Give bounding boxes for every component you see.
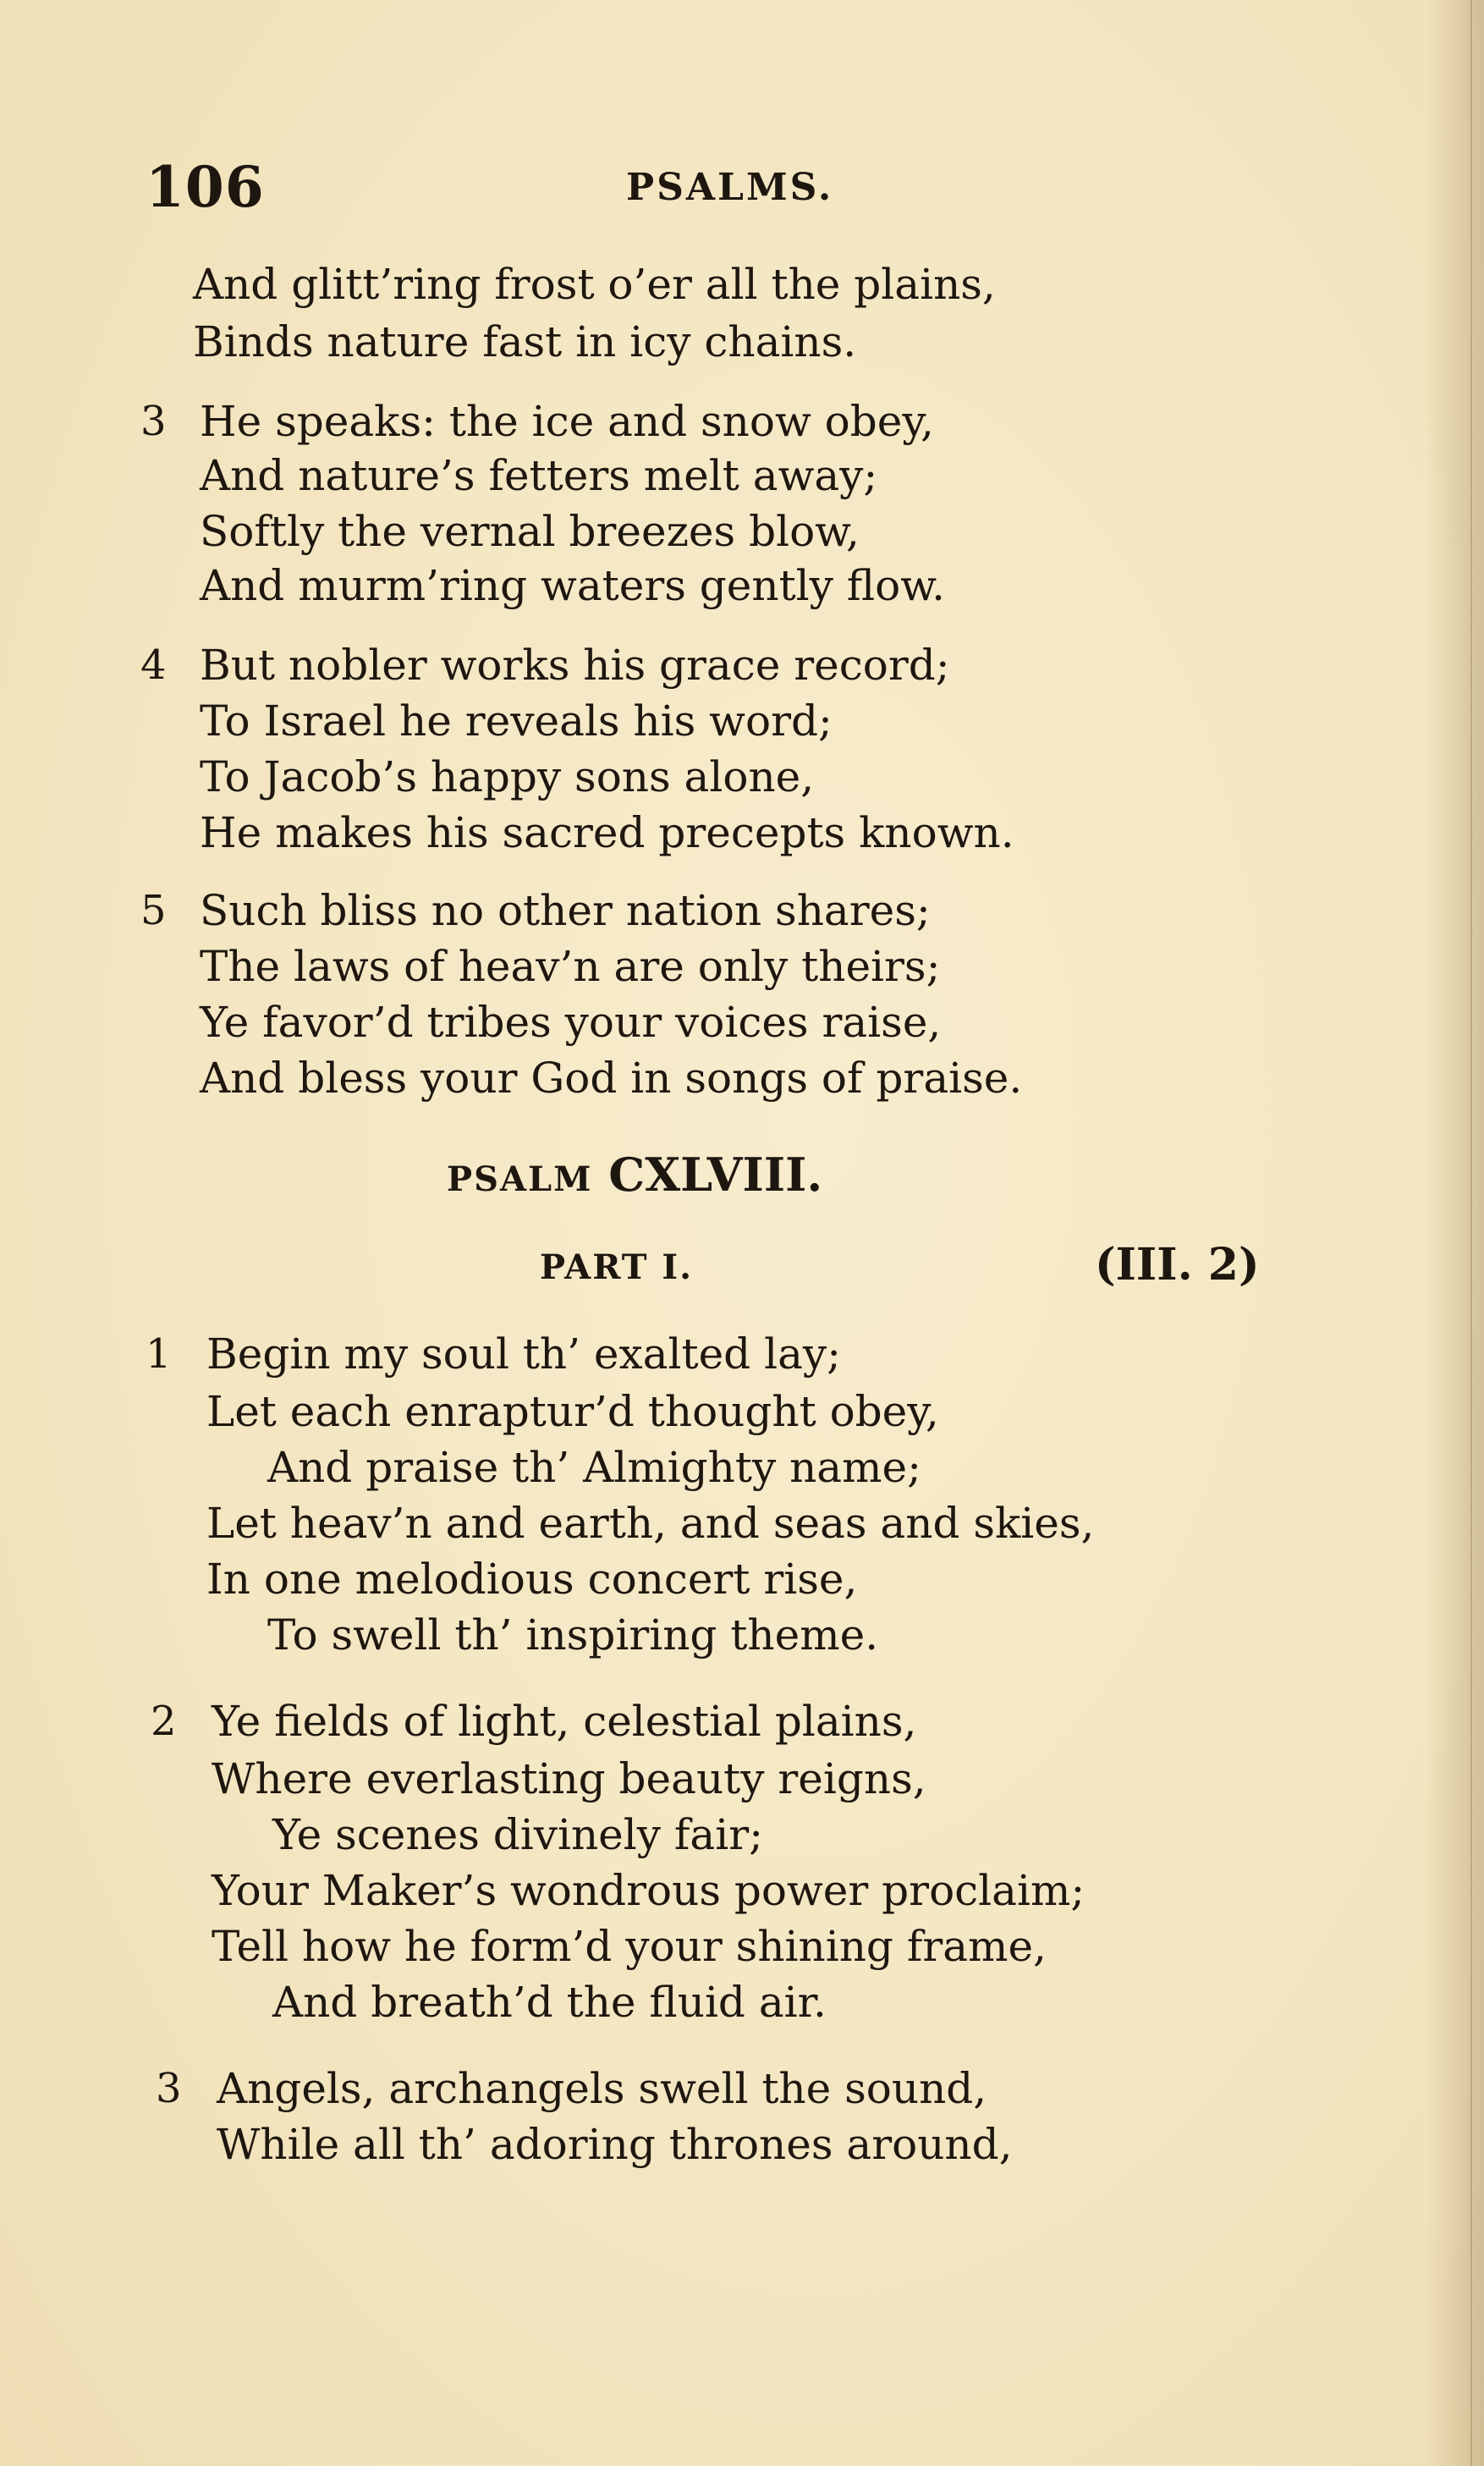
page-edge-shadow [1425, 0, 1484, 2466]
stanza-number: 1 [146, 1330, 172, 1378]
verse-line: And murm’ring waters gently flow. [200, 561, 946, 610]
stanza-number: 4 [140, 641, 167, 689]
stanza-number: 2 [151, 1698, 177, 1745]
verse-line: Such bliss no other nation shares; [200, 886, 931, 935]
psalm-heading [447, 1148, 822, 1202]
verse-line: Where everlasting beauty reigns, [212, 1754, 926, 1803]
verse-line: Let heav’n and earth, and seas and skies, [206, 1499, 1095, 1548]
verse-line: Tell how he form’d your shining frame, [212, 1922, 1047, 1971]
verse-line: Your Maker’s wondrous power proclaim; [212, 1866, 1086, 1915]
verse-line: Ye scenes divinely fair; [272, 1810, 763, 1859]
page-edge-line [1470, 0, 1472, 2466]
verse-line: Binds nature fast in icy chains. [193, 317, 857, 366]
stanza-number: 3 [156, 2065, 182, 2112]
verse-line: And breath’d the fluid air. [272, 1978, 827, 2027]
verse-line: And nature’s fetters melt away; [200, 451, 878, 500]
psalm-numeral: CXLVIII. [608, 1148, 823, 1202]
verse-line: He speaks: the ice and snow obey, [200, 397, 934, 446]
verse-line: In one melodious concert rise, [206, 1555, 858, 1604]
verse-line: Angels, archangels swell the sound, [217, 2064, 987, 2113]
verse-line: To swell th’ inspiring theme. [267, 1610, 879, 1660]
part-label: PART I. [540, 1247, 694, 1287]
psalm-label: PSALM [447, 1159, 593, 1199]
verse-line: To Jacob’s happy sons alone, [200, 752, 815, 801]
verse-line: But nobler works his grace record; [200, 641, 950, 690]
running-title: PSALMS. [626, 166, 834, 209]
verse-line: The laws of heav’n are only theirs; [200, 942, 941, 991]
verse-line: Softly the vernal breezes blow, [200, 507, 860, 556]
verse-line: He makes his sacred precepts known. [200, 808, 1014, 857]
verse-line: Ye favor’d tribes your voices raise, [200, 998, 942, 1047]
verse-line: And praise th’ Almighty name; [267, 1443, 921, 1492]
stanza-number: 3 [140, 398, 167, 445]
stanza-number: 5 [140, 887, 167, 934]
meter-indicator: (III. 2) [1095, 1239, 1260, 1291]
verse-line: Begin my soul th’ exalted lay; [206, 1329, 841, 1379]
verse-line: Ye fields of light, celestial plains, [212, 1697, 917, 1746]
verse-line: And glitt’ring frost o’er all the plains, [193, 260, 996, 309]
verse-line: Let each enraptur’d thought obey, [206, 1387, 939, 1436]
verse-line: While all th’ adoring thrones around, [217, 2120, 1013, 2169]
verse-line: And bless your God in songs of praise. [200, 1054, 1023, 1103]
page-number: 106 [146, 154, 265, 220]
verse-line: To Israel he reveals his word; [200, 696, 833, 746]
